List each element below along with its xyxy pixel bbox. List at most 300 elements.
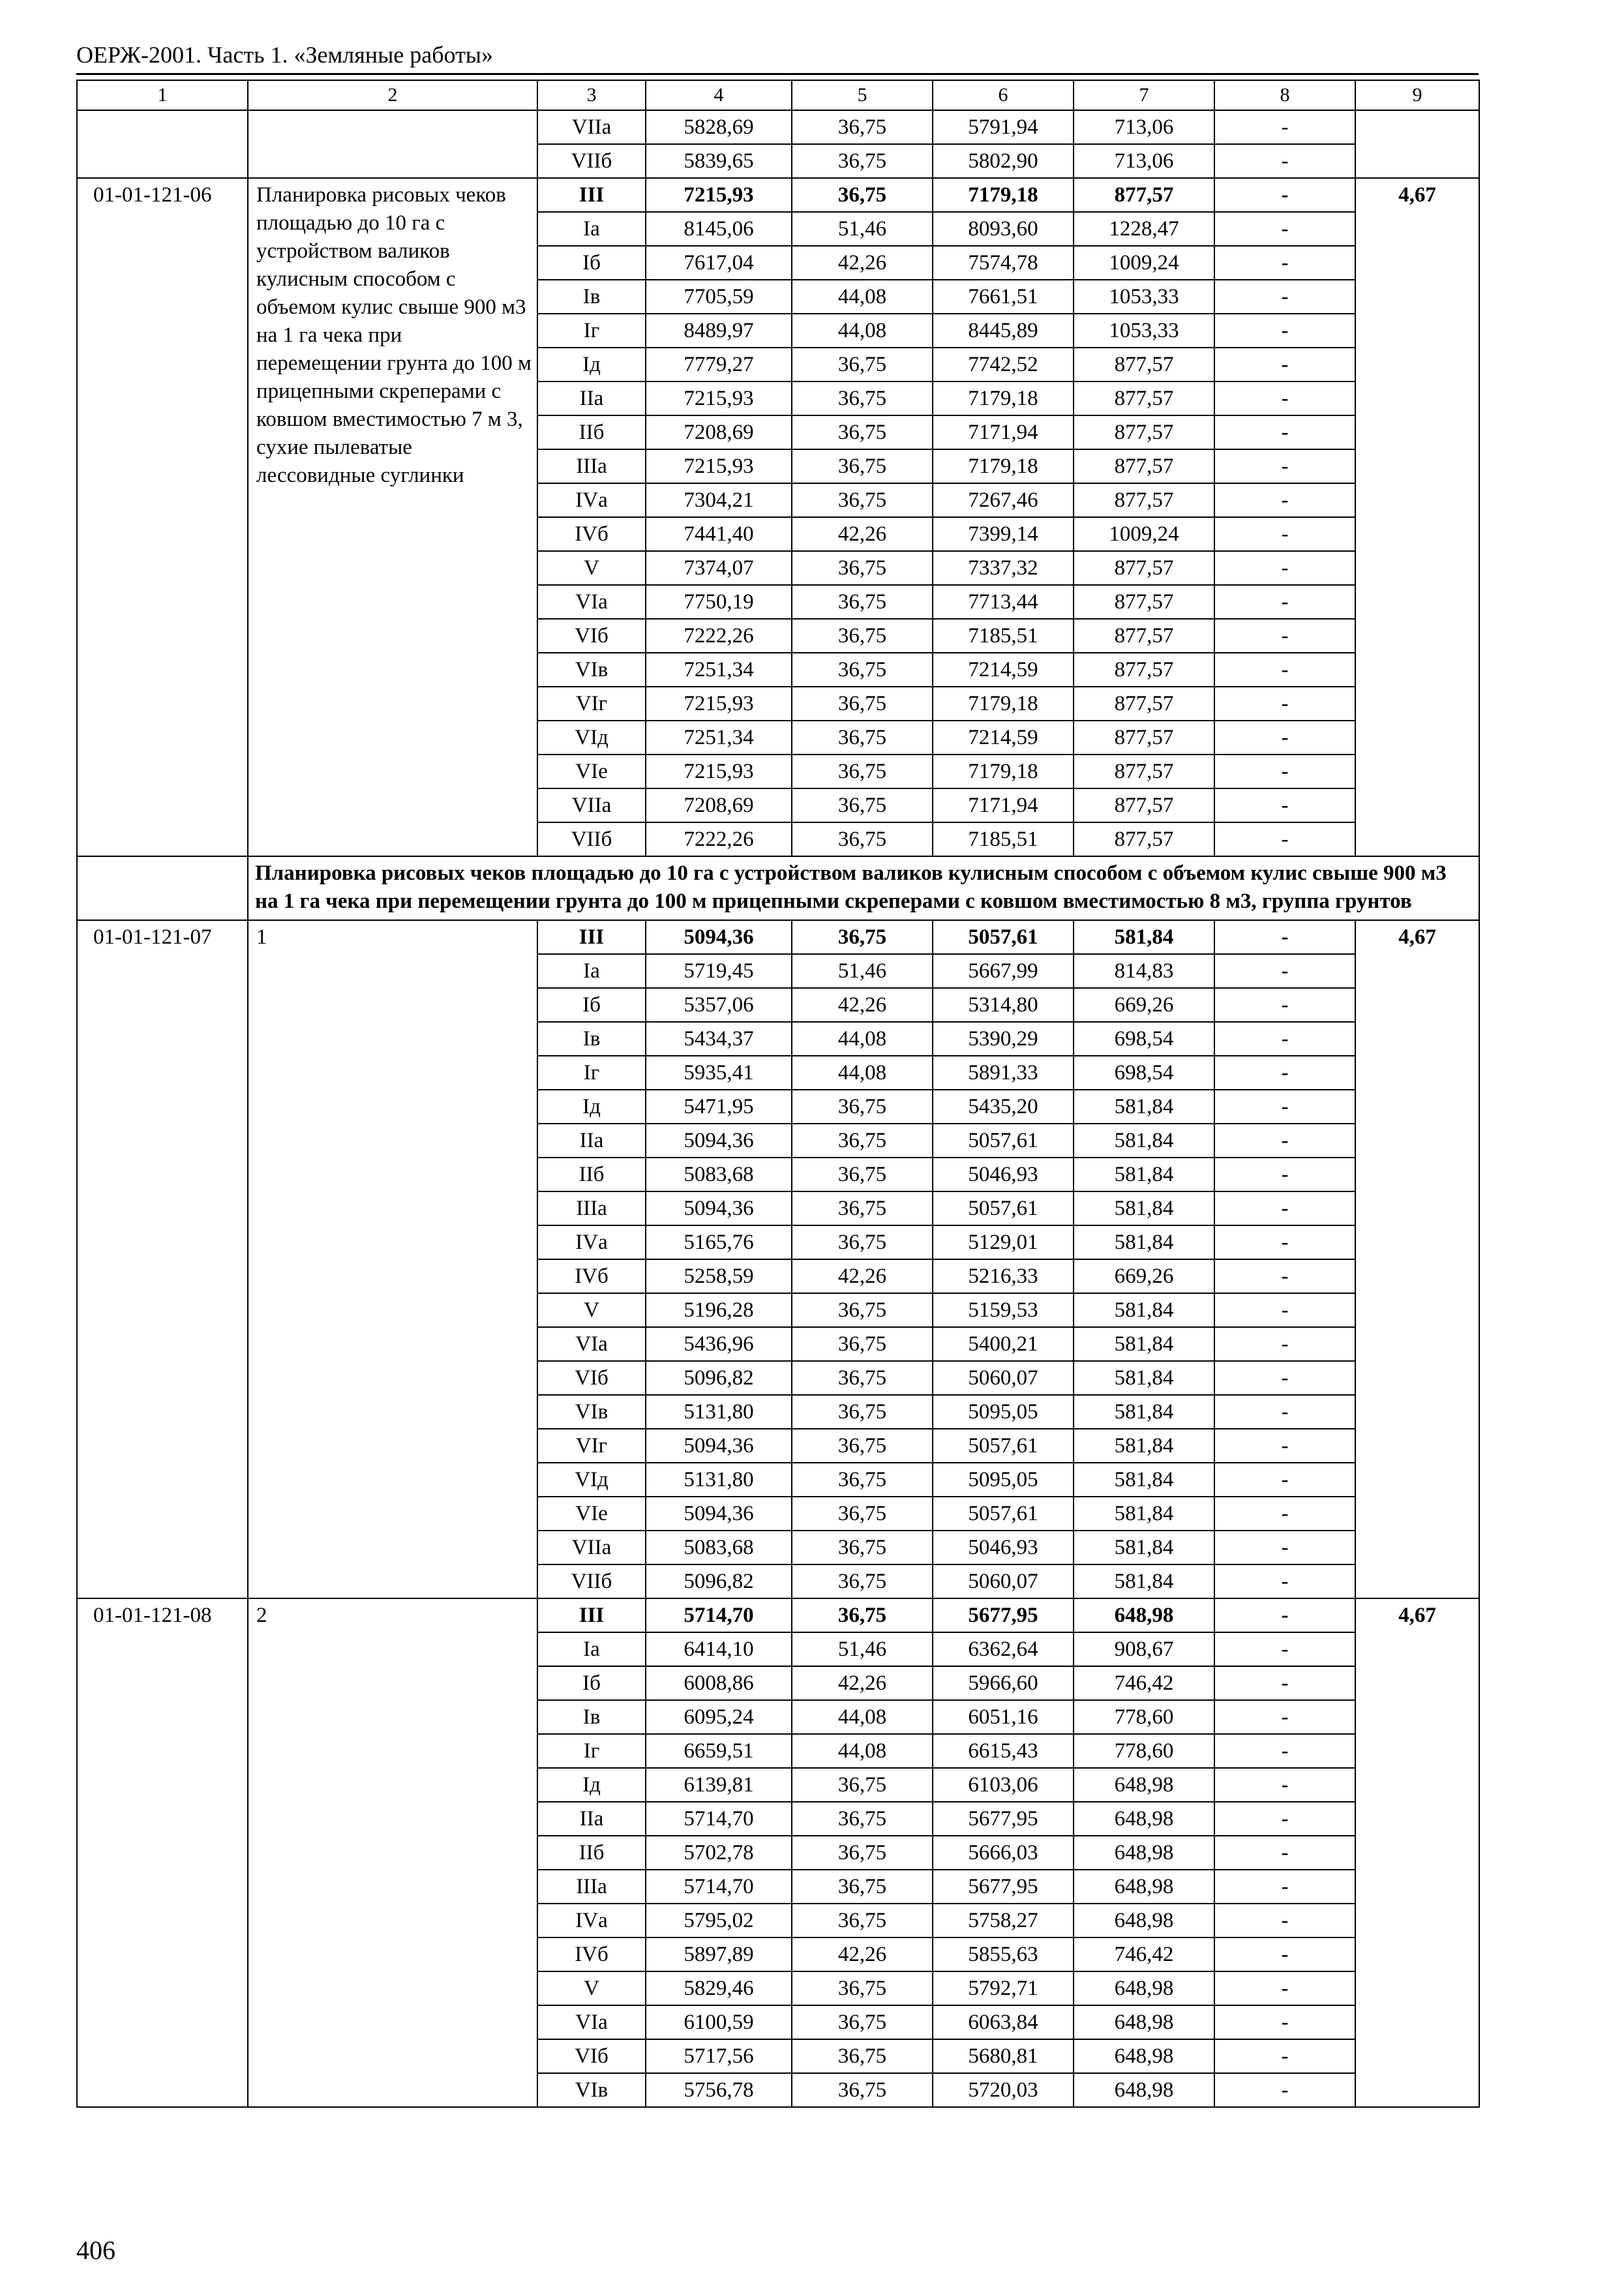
machine-cost: 5095,05: [933, 1395, 1074, 1429]
machine-cost: 5966,60: [933, 1666, 1074, 1700]
total-cost: 8489,97: [646, 314, 792, 348]
labor-hours: [1355, 110, 1479, 178]
soil-category: IIIа: [537, 1191, 646, 1225]
soil-category: IIа: [537, 1124, 646, 1158]
total-cost: 5795,02: [646, 1904, 792, 1937]
total-cost: 7779,27: [646, 348, 792, 382]
machinist-wage: 648,98: [1074, 1836, 1214, 1870]
rates-table: [76, 80, 1480, 2108]
soil-category: VIIб: [537, 822, 646, 856]
machine-cost: 7214,59: [933, 653, 1074, 687]
material-cost: -: [1214, 1361, 1355, 1395]
material-cost: -: [1214, 314, 1355, 348]
total-cost: 6659,51: [646, 1734, 792, 1768]
machine-cost: 7185,51: [933, 822, 1074, 856]
machinist-wage: 877,57: [1074, 415, 1214, 449]
total-cost: 6095,24: [646, 1700, 792, 1734]
labor-cost: 36,75: [792, 144, 933, 178]
soil-category: IVа: [537, 1225, 646, 1259]
machinist-wage: 746,42: [1074, 1666, 1214, 1700]
soil-category: VIа: [537, 585, 646, 619]
material-cost: -: [1214, 449, 1355, 483]
labor-cost: 36,75: [792, 1531, 933, 1564]
soil-category: IVб: [537, 517, 646, 551]
labor-cost: 36,75: [792, 1158, 933, 1191]
total-cost: 8145,06: [646, 212, 792, 246]
labor-cost: 36,75: [792, 1904, 933, 1937]
machinist-wage: 814,83: [1074, 954, 1214, 988]
material-cost: -: [1214, 653, 1355, 687]
material-cost: -: [1214, 1700, 1355, 1734]
machine-cost: 7713,44: [933, 585, 1074, 619]
soil-category: VIв: [537, 653, 646, 687]
material-cost: -: [1214, 1327, 1355, 1361]
group-code-cell: [77, 856, 248, 920]
total-cost: 7251,34: [646, 653, 792, 687]
material-cost: -: [1214, 988, 1355, 1022]
machinist-wage: 877,57: [1074, 551, 1214, 585]
rate-code: 01-01-121-07: [77, 920, 248, 1598]
material-cost: -: [1214, 1870, 1355, 1904]
machinist-wage: 908,67: [1074, 1632, 1214, 1666]
labor-cost: 36,75: [792, 1870, 933, 1904]
machinist-wage: 877,57: [1074, 755, 1214, 788]
material-cost: -: [1214, 619, 1355, 653]
labor-cost: 36,75: [792, 1293, 933, 1327]
labor-cost: 36,75: [792, 619, 933, 653]
labor-cost: 42,26: [792, 246, 933, 280]
machinist-wage: 581,84: [1074, 1293, 1214, 1327]
material-cost: -: [1214, 1802, 1355, 1836]
soil-category: IVа: [537, 1904, 646, 1937]
labor-cost: 44,08: [792, 1700, 933, 1734]
material-cost: -: [1214, 1090, 1355, 1124]
machinist-wage: 648,98: [1074, 1904, 1214, 1937]
material-cost: -: [1214, 1971, 1355, 2005]
machine-cost: 7179,18: [933, 449, 1074, 483]
material-cost: -: [1214, 1734, 1355, 1768]
machine-cost: 5400,21: [933, 1327, 1074, 1361]
soil-category: IVб: [537, 1259, 646, 1293]
material-cost: -: [1214, 687, 1355, 721]
soil-category: IVб: [537, 1937, 646, 1971]
machine-cost: 7214,59: [933, 721, 1074, 755]
machinist-wage: 877,57: [1074, 822, 1214, 856]
soil-category: Iг: [537, 1056, 646, 1090]
machinist-wage: 713,06: [1074, 110, 1214, 144]
soil-category: Iд: [537, 1768, 646, 1802]
total-cost: 5131,80: [646, 1395, 792, 1429]
machinist-wage: 581,84: [1074, 1564, 1214, 1598]
machinist-wage: 877,57: [1074, 382, 1214, 415]
machinist-wage: 1009,24: [1074, 246, 1214, 280]
machinist-wage: 648,98: [1074, 2073, 1214, 2107]
soil-category: Iа: [537, 1632, 646, 1666]
material-cost: -: [1214, 954, 1355, 988]
soil-category: VIв: [537, 1395, 646, 1429]
machinist-wage: 648,98: [1074, 1768, 1214, 1802]
total-cost: 5258,59: [646, 1259, 792, 1293]
machine-cost: 5314,80: [933, 988, 1074, 1022]
total-cost: 7251,34: [646, 721, 792, 755]
labor-cost: 44,08: [792, 1022, 933, 1056]
total-cost: 5702,78: [646, 1836, 792, 1870]
machinist-wage: 648,98: [1074, 1870, 1214, 1904]
machine-cost: 5046,93: [933, 1158, 1074, 1191]
column-number: 9: [1355, 80, 1479, 110]
machinist-wage: 1053,33: [1074, 314, 1214, 348]
rate-code: [77, 110, 248, 178]
soil-category: IIб: [537, 1158, 646, 1191]
total-cost: 7215,93: [646, 449, 792, 483]
material-cost: -: [1214, 1124, 1355, 1158]
machinist-wage: 648,98: [1074, 1598, 1214, 1632]
soil-category: Iг: [537, 1734, 646, 1768]
material-cost: -: [1214, 1429, 1355, 1463]
machinist-wage: 778,60: [1074, 1734, 1214, 1768]
column-number: 1: [77, 80, 248, 110]
soil-category: Iд: [537, 1090, 646, 1124]
material-cost: -: [1214, 1158, 1355, 1191]
machine-cost: 6103,06: [933, 1768, 1074, 1802]
soil-category: IIб: [537, 1836, 646, 1870]
labor-cost: 36,75: [792, 1836, 933, 1870]
material-cost: -: [1214, 1022, 1355, 1056]
machine-cost: 7179,18: [933, 178, 1074, 212]
material-cost: -: [1214, 1463, 1355, 1497]
column-number: 4: [646, 80, 792, 110]
total-cost: 5357,06: [646, 988, 792, 1022]
machinist-wage: 1053,33: [1074, 280, 1214, 314]
total-cost: 5829,46: [646, 1971, 792, 2005]
soil-category: V: [537, 551, 646, 585]
soil-category: III: [537, 1598, 646, 1632]
labor-cost: 36,75: [792, 1429, 933, 1463]
machinist-wage: 581,84: [1074, 1531, 1214, 1564]
total-cost: 5094,36: [646, 920, 792, 954]
soil-category: IIIа: [537, 1870, 646, 1904]
soil-category: Iб: [537, 1666, 646, 1700]
soil-category: V: [537, 1293, 646, 1327]
soil-category: Iб: [537, 988, 646, 1022]
machine-cost: 7661,51: [933, 280, 1074, 314]
labor-cost: 36,75: [792, 110, 933, 144]
total-cost: 7208,69: [646, 415, 792, 449]
soil-category: VIб: [537, 2039, 646, 2073]
machinist-wage: 746,42: [1074, 1937, 1214, 1971]
soil-category: VIд: [537, 1463, 646, 1497]
material-cost: -: [1214, 415, 1355, 449]
machine-cost: 5802,90: [933, 144, 1074, 178]
total-cost: 5083,68: [646, 1531, 792, 1564]
total-cost: 7304,21: [646, 483, 792, 517]
work-description: Планировка рисовых чеков площадью до 10 га с устройством валиков кулисным способом с объемом кулис свыше 900 м3 на 1 га чека при перемещении грунта до 100 м прицепными скреперами с ковшом вместимостью 7 м 3, сухие пылеватые лессовидные суглинки: [248, 178, 537, 856]
total-cost: 5897,89: [646, 1937, 792, 1971]
labor-cost: 36,75: [792, 1971, 933, 2005]
soil-category: VIIа: [537, 788, 646, 822]
machinist-wage: 648,98: [1074, 1802, 1214, 1836]
material-cost: -: [1214, 920, 1355, 954]
work-description: 2: [248, 1598, 537, 2107]
page-header: ОЕРЖ-2001. Часть 1. «Земляные работы»: [76, 42, 493, 68]
material-cost: -: [1214, 144, 1355, 178]
labor-cost: 42,26: [792, 1259, 933, 1293]
labor-cost: 36,75: [792, 178, 933, 212]
soil-category: VIIб: [537, 144, 646, 178]
total-cost: 5165,76: [646, 1225, 792, 1259]
soil-category: VIб: [537, 619, 646, 653]
total-cost: 7705,59: [646, 280, 792, 314]
labor-cost: 36,75: [792, 1191, 933, 1225]
machinist-wage: 1009,24: [1074, 517, 1214, 551]
machinist-wage: 581,84: [1074, 920, 1214, 954]
total-cost: 7750,19: [646, 585, 792, 619]
total-cost: 7215,93: [646, 755, 792, 788]
group-heading: Планировка рисовых чеков площадью до 10 га с устройством валиков кулисным способом с объемом кулис свыше 900 м3 на 1 га чека при перемещении грунта до 100 м прицепными скреперами с ковшом вместимостью 8 м3, группа грунтов: [248, 856, 1479, 920]
total-cost: 6414,10: [646, 1632, 792, 1666]
machine-cost: 5677,95: [933, 1598, 1074, 1632]
total-cost: 5083,68: [646, 1158, 792, 1191]
machine-cost: 5095,05: [933, 1463, 1074, 1497]
material-cost: -: [1214, 1259, 1355, 1293]
machinist-wage: 877,57: [1074, 348, 1214, 382]
soil-category: IIб: [537, 415, 646, 449]
machine-cost: 5855,63: [933, 1937, 1074, 1971]
machinist-wage: 713,06: [1074, 144, 1214, 178]
machinist-wage: 877,57: [1074, 483, 1214, 517]
material-cost: -: [1214, 110, 1355, 144]
total-cost: 5935,41: [646, 1056, 792, 1090]
material-cost: -: [1214, 1937, 1355, 1971]
total-cost: 5756,78: [646, 2073, 792, 2107]
machinist-wage: 581,84: [1074, 1191, 1214, 1225]
machine-cost: 7179,18: [933, 687, 1074, 721]
labor-cost: 36,75: [792, 2073, 933, 2107]
material-cost: -: [1214, 1497, 1355, 1531]
total-cost: 5471,95: [646, 1090, 792, 1124]
labor-cost: 36,75: [792, 653, 933, 687]
material-cost: -: [1214, 1666, 1355, 1700]
labor-cost: 51,46: [792, 212, 933, 246]
column-number: 7: [1074, 80, 1214, 110]
soil-category: V: [537, 1971, 646, 2005]
machinist-wage: 648,98: [1074, 2039, 1214, 2073]
machine-cost: 5435,20: [933, 1090, 1074, 1124]
column-number: 2: [248, 80, 537, 110]
soil-category: Iа: [537, 212, 646, 246]
machinist-wage: 581,84: [1074, 1429, 1214, 1463]
machinist-wage: 648,98: [1074, 1971, 1214, 2005]
total-cost: 5096,82: [646, 1361, 792, 1395]
soil-category: VIIб: [537, 1564, 646, 1598]
machine-cost: 7185,51: [933, 619, 1074, 653]
machine-cost: 5680,81: [933, 2039, 1074, 2073]
rates-table-body: [77, 80, 1479, 2107]
material-cost: -: [1214, 212, 1355, 246]
rate-code: 01-01-121-08: [77, 1598, 248, 2107]
material-cost: -: [1214, 585, 1355, 619]
machine-cost: 7171,94: [933, 415, 1074, 449]
soil-category: IIIа: [537, 449, 646, 483]
labor-cost: 36,75: [792, 449, 933, 483]
machine-cost: 5390,29: [933, 1022, 1074, 1056]
machinist-wage: 877,57: [1074, 653, 1214, 687]
labor-cost: 42,26: [792, 517, 933, 551]
machine-cost: 5057,61: [933, 920, 1074, 954]
machinist-wage: 581,84: [1074, 1225, 1214, 1259]
soil-category: Iв: [537, 1700, 646, 1734]
column-number: 5: [792, 80, 933, 110]
total-cost: 7215,93: [646, 382, 792, 415]
soil-category: VIг: [537, 1429, 646, 1463]
soil-category: VIд: [537, 721, 646, 755]
labor-hours: 4,67: [1355, 1598, 1479, 2107]
soil-category: IIа: [537, 1802, 646, 1836]
machine-cost: 5129,01: [933, 1225, 1074, 1259]
table-row: [77, 110, 1479, 144]
column-number: 8: [1214, 80, 1355, 110]
total-cost: 5719,45: [646, 954, 792, 988]
labor-cost: 36,75: [792, 1497, 933, 1531]
total-cost: 5436,96: [646, 1327, 792, 1361]
soil-category: Iг: [537, 314, 646, 348]
labor-cost: 36,75: [792, 1564, 933, 1598]
labor-cost: 36,75: [792, 788, 933, 822]
labor-cost: 44,08: [792, 1056, 933, 1090]
page-number: 406: [76, 2236, 115, 2265]
material-cost: -: [1214, 246, 1355, 280]
machinist-wage: 877,57: [1074, 687, 1214, 721]
labor-cost: 36,75: [792, 1768, 933, 1802]
machine-cost: 8093,60: [933, 212, 1074, 246]
machinist-wage: 877,57: [1074, 788, 1214, 822]
machine-cost: 6362,64: [933, 1632, 1074, 1666]
total-cost: 5717,56: [646, 2039, 792, 2073]
labor-cost: 36,75: [792, 2039, 933, 2073]
total-cost: 5094,36: [646, 1191, 792, 1225]
soil-category: Iв: [537, 280, 646, 314]
material-cost: -: [1214, 1836, 1355, 1870]
material-cost: -: [1214, 517, 1355, 551]
machine-cost: 5060,07: [933, 1564, 1074, 1598]
machinist-wage: 877,57: [1074, 619, 1214, 653]
material-cost: -: [1214, 755, 1355, 788]
machinist-wage: 581,84: [1074, 1463, 1214, 1497]
machine-cost: 6615,43: [933, 1734, 1074, 1768]
machine-cost: 5667,99: [933, 954, 1074, 988]
material-cost: -: [1214, 483, 1355, 517]
material-cost: -: [1214, 2039, 1355, 2073]
material-cost: -: [1214, 1531, 1355, 1564]
labor-cost: 36,75: [792, 348, 933, 382]
soil-category: VIг: [537, 687, 646, 721]
total-cost: 6008,86: [646, 1666, 792, 1700]
total-cost: 7222,26: [646, 619, 792, 653]
machine-cost: 7742,52: [933, 348, 1074, 382]
machine-cost: 7179,18: [933, 755, 1074, 788]
labor-cost: 36,75: [792, 1395, 933, 1429]
material-cost: -: [1214, 382, 1355, 415]
machinist-wage: 581,84: [1074, 1158, 1214, 1191]
total-cost: 7222,26: [646, 822, 792, 856]
table-row: [77, 178, 1479, 212]
labor-cost: 36,75: [792, 1361, 933, 1395]
soil-category: III: [537, 178, 646, 212]
machine-cost: 7171,94: [933, 788, 1074, 822]
table-row: [77, 1598, 1479, 1632]
machinist-wage: 877,57: [1074, 585, 1214, 619]
machine-cost: 7399,14: [933, 517, 1074, 551]
machine-cost: 7574,78: [933, 246, 1074, 280]
total-cost: 5094,36: [646, 1429, 792, 1463]
machine-cost: 5057,61: [933, 1429, 1074, 1463]
labor-cost: 36,75: [792, 1124, 933, 1158]
machinist-wage: 581,84: [1074, 1395, 1214, 1429]
machinist-wage: 698,54: [1074, 1022, 1214, 1056]
labor-cost: 36,75: [792, 382, 933, 415]
material-cost: -: [1214, 1564, 1355, 1598]
machine-cost: 5216,33: [933, 1259, 1074, 1293]
machinist-wage: 669,26: [1074, 988, 1214, 1022]
machine-cost: 5891,33: [933, 1056, 1074, 1090]
total-cost: 5714,70: [646, 1870, 792, 1904]
labor-cost: 36,75: [792, 721, 933, 755]
labor-cost: 44,08: [792, 314, 933, 348]
labor-cost: 44,08: [792, 280, 933, 314]
work-description: 1: [248, 920, 537, 1598]
soil-category: VIе: [537, 1497, 646, 1531]
machine-cost: 5666,03: [933, 1836, 1074, 1870]
machinist-wage: 877,57: [1074, 721, 1214, 755]
material-cost: -: [1214, 1395, 1355, 1429]
table-row: [77, 920, 1479, 954]
labor-cost: 36,75: [792, 1463, 933, 1497]
total-cost: 5096,82: [646, 1564, 792, 1598]
soil-category: Iд: [537, 348, 646, 382]
labor-cost: 44,08: [792, 1734, 933, 1768]
labor-cost: 36,75: [792, 483, 933, 517]
machine-cost: 5758,27: [933, 1904, 1074, 1937]
material-cost: -: [1214, 348, 1355, 382]
material-cost: -: [1214, 2005, 1355, 2039]
machine-cost: 5677,95: [933, 1870, 1074, 1904]
machinist-wage: 581,84: [1074, 1327, 1214, 1361]
soil-category: VIа: [537, 1327, 646, 1361]
machine-cost: 5792,71: [933, 1971, 1074, 2005]
column-number-row: [77, 80, 1479, 110]
labor-cost: 36,75: [792, 551, 933, 585]
machinist-wage: 648,98: [1074, 2005, 1214, 2039]
total-cost: 6100,59: [646, 2005, 792, 2039]
labor-cost: 51,46: [792, 1632, 933, 1666]
soil-category: III: [537, 920, 646, 954]
group-heading-row: [77, 856, 1479, 920]
machinist-wage: 698,54: [1074, 1056, 1214, 1090]
material-cost: -: [1214, 1598, 1355, 1632]
labor-cost: 42,26: [792, 988, 933, 1022]
total-cost: 5714,70: [646, 1598, 792, 1632]
total-cost: 6139,81: [646, 1768, 792, 1802]
soil-category: VIа: [537, 2005, 646, 2039]
labor-cost: 36,75: [792, 920, 933, 954]
machine-cost: 5159,53: [933, 1293, 1074, 1327]
machine-cost: 6051,16: [933, 1700, 1074, 1734]
soil-category: VIIа: [537, 110, 646, 144]
soil-category: Iа: [537, 954, 646, 988]
material-cost: -: [1214, 1056, 1355, 1090]
soil-category: VIв: [537, 2073, 646, 2107]
total-cost: 5714,70: [646, 1802, 792, 1836]
